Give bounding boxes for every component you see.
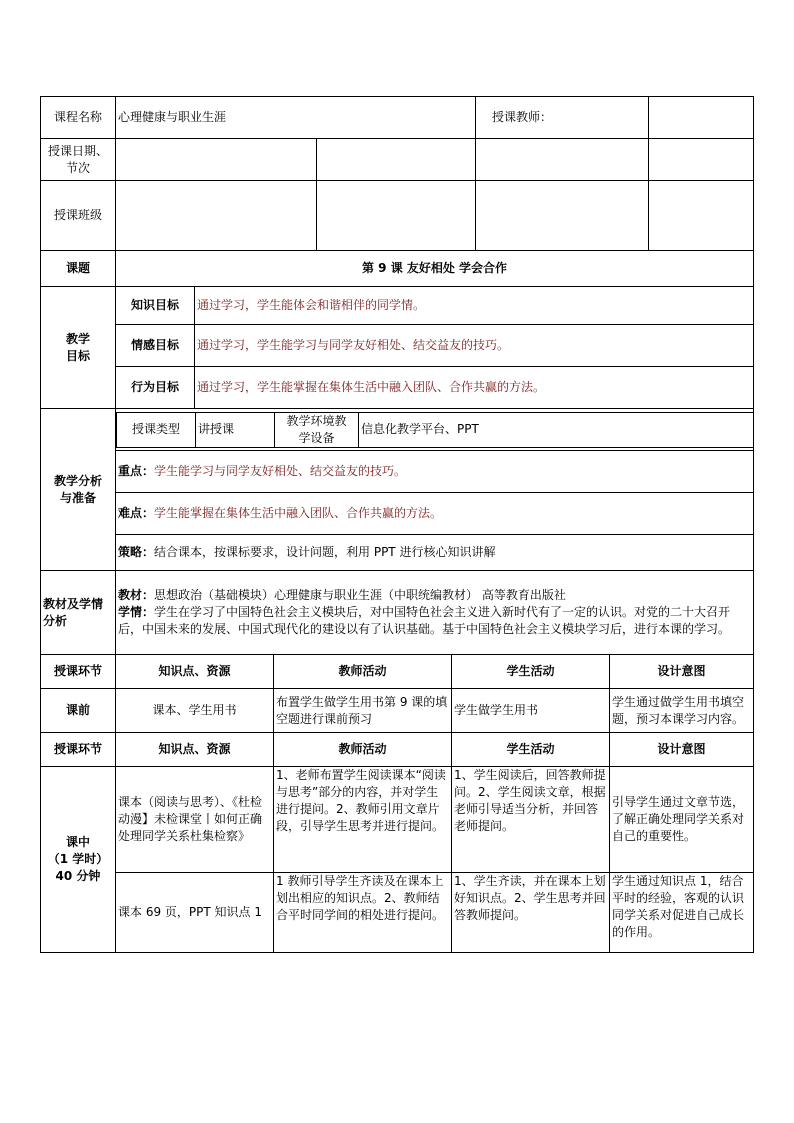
in-class-minutes: 40 分钟 — [55, 869, 101, 883]
students-value: 学生在学习了中国特色社会主义模块后，对中国特色社会主义进入新时代有了一定的认识。对党的二十大召开后，中国未来的发展、中国式现代化的建设以有了认识基础。基于中国特色社会主义模块学习后，进行本课的学习。 — [118, 605, 731, 636]
in-class-hours: （1 学时） — [47, 852, 109, 866]
goal-text-emotion — [195, 325, 754, 367]
lesson-plan-table — [40, 96, 754, 953]
date-cell-4 — [649, 139, 754, 181]
type-value-cell — [196, 412, 275, 447]
textbook-label: 教材： — [118, 588, 155, 602]
strategy-label: 策略： — [118, 545, 155, 559]
env-label-cell — [275, 412, 359, 447]
header-text: 设计意图 — [657, 742, 706, 756]
class-label-cell — [41, 181, 116, 251]
in-class-teacher-2 — [274, 873, 452, 953]
goal-label-text: 知识目标 — [130, 298, 179, 312]
date-label-cell — [41, 139, 116, 181]
pre-stage: 课前 — [65, 703, 90, 717]
lesson-title-cell — [116, 251, 754, 287]
difficulty-cell — [116, 493, 754, 535]
header-student-2 — [452, 733, 610, 767]
type-label-cell — [117, 412, 196, 447]
materials-cell — [116, 571, 754, 655]
date-cell-1 — [116, 139, 317, 181]
resource-text: 课本（阅读与思考）、《杜检动漫】未检课堂丨如何正确处理同学关系杜集检察》 — [118, 795, 263, 843]
materials-label: 教材及学情分析 — [43, 596, 104, 628]
header-text: 教师活动 — [338, 742, 387, 756]
in-class-teacher-1 — [274, 767, 452, 873]
header-teacher-2 — [274, 733, 452, 767]
header-intent-2 — [610, 733, 754, 767]
pre-stage-cell — [41, 689, 116, 733]
student-text: 1、学生齐读，并在课本上划好知识点。2、学生思考并回答教师提问。 — [454, 874, 606, 922]
date-cell-2 — [317, 139, 476, 181]
pre-teacher: 布置学生做学生用书第 9 课的填空题进行课前预习 — [276, 694, 448, 726]
in-class-student-1 — [452, 767, 610, 873]
goals-label-cell — [41, 287, 116, 409]
lesson-title: 第 9 课 友好相处 学会合作 — [362, 261, 508, 275]
in-class-intent-1 — [610, 767, 754, 873]
pre-resource-cell — [116, 689, 274, 733]
teacher-text: 1 教师引导学生齐读及在课本上划出相应的知识点。2、教师结合平时同学间的相处进行提问。 — [276, 874, 445, 922]
course-label: 课程名称 — [53, 110, 102, 124]
in-class-resource-1 — [116, 767, 274, 873]
date-cell-3 — [476, 139, 649, 181]
header-text: 教师活动 — [338, 664, 387, 678]
pre-resource: 课本、学生用书 — [152, 703, 237, 717]
teacher-text: 1、老师布置学生阅读课本“阅读与思考”部分的内容，并对学生进行提问。2、教师引用文章片段，引导学生思考并进行提问。 — [276, 768, 446, 833]
goal-text-knowledge — [195, 287, 754, 325]
pre-student-cell — [452, 689, 610, 733]
key-text: 学生能学习与同学友好相处、结交益友的技巧。 — [154, 464, 407, 478]
class-label: 授课班级 — [53, 208, 102, 222]
header-text: 学生活动 — [506, 742, 555, 756]
topic-label: 课题 — [65, 261, 90, 275]
header-teacher — [274, 655, 452, 689]
strategy-text: 结合课本，按课标要求，设计问题，利用 PPT 进行核心知识讲解 — [154, 545, 496, 559]
teacher-value-cell — [649, 97, 754, 139]
course-name: 心理健康与职业生涯 — [118, 110, 227, 124]
header-resource — [116, 655, 274, 689]
pre-teacher-cell — [274, 689, 452, 733]
header-stage-2 — [41, 733, 116, 767]
header-text: 设计意图 — [657, 664, 706, 678]
in-class-stage-cell — [41, 767, 116, 953]
goal-text: 通过学习，学生能掌握在集体生活中融入团队、合作共赢的方法。 — [197, 380, 546, 394]
teacher-label-cell — [476, 97, 649, 139]
goal-label-text: 情感目标 — [130, 338, 179, 352]
date-label: 授课日期、节次 — [47, 143, 108, 175]
course-name-cell — [116, 97, 476, 139]
class-cell-1 — [116, 181, 317, 251]
in-class-stage: 课中 — [65, 835, 90, 849]
pre-intent-cell — [610, 689, 754, 733]
strategy-cell — [116, 535, 754, 571]
materials-label-cell — [41, 571, 116, 655]
analysis-inner-table — [116, 412, 753, 448]
key-label: 重点： — [118, 464, 155, 478]
resource-text: 课本 69 页，PPT 知识点 1 — [118, 905, 262, 919]
in-class-intent-2 — [610, 873, 754, 953]
header-text: 知识点、资源 — [158, 664, 231, 678]
header-resource-2 — [116, 733, 274, 767]
header-text: 知识点、资源 — [158, 742, 231, 756]
env-value-cell — [359, 412, 754, 447]
students-label: 学情： — [118, 605, 155, 619]
goals-label: 教学目标 — [65, 331, 90, 363]
header-intent — [610, 655, 754, 689]
goal-text: 通过学习，学生能体会和谐相伴的同学情。 — [197, 298, 426, 312]
topic-label-cell — [41, 251, 116, 287]
type-value: 讲授课 — [198, 422, 235, 436]
class-cell-3 — [476, 181, 649, 251]
course-label-cell — [41, 97, 116, 139]
teacher-label: 授课教师： — [492, 110, 553, 124]
analysis-label-cell — [41, 409, 116, 571]
class-cell-4 — [649, 181, 754, 251]
goal-label-emotion — [116, 325, 195, 367]
goal-label-behavior — [116, 367, 195, 409]
goal-label-text: 行为目标 — [130, 380, 179, 394]
in-class-resource-2 — [116, 873, 274, 953]
difficulty-text: 学生能掌握在集体生活中融入团队、合作共赢的方法。 — [154, 506, 443, 520]
goal-label-knowledge — [116, 287, 195, 325]
key-point-cell — [116, 451, 754, 493]
class-cell-2 — [317, 181, 476, 251]
header-text: 学生活动 — [506, 664, 555, 678]
pre-intent: 学生通过做学生用书填空题，预习本课学习内容。 — [612, 694, 745, 726]
header-student — [452, 655, 610, 689]
pre-student: 学生做学生用书 — [454, 703, 539, 717]
env-value: 信息化教学平台、PPT — [361, 422, 479, 436]
header-text: 授课环节 — [53, 664, 102, 678]
student-text: 1、学生阅读后，回答教师提问。2、学生阅读文章，根据老师引导适当分析，并回答老师提问。 — [454, 768, 606, 833]
analysis-type-row — [116, 409, 754, 451]
analysis-label: 教学分析与准备 — [53, 473, 102, 505]
in-class-student-2 — [452, 873, 610, 953]
goal-text: 通过学习，学生能学习与同学友好相处、结交益友的技巧。 — [197, 338, 510, 352]
header-stage — [41, 655, 116, 689]
type-label: 授课类型 — [131, 422, 180, 436]
header-text: 授课环节 — [53, 742, 102, 756]
env-label: 教学环境教学设备 — [286, 413, 347, 445]
intent-text: 引导学生通过文章节选，了解正确处理同学关系对自己的重要性。 — [612, 795, 745, 843]
intent-text: 学生通过知识点 1，结合平时的经验，客观的认识同学关系对促进自己成长的作用。 — [612, 874, 745, 939]
difficulty-label: 难点： — [118, 506, 155, 520]
goal-text-behavior — [195, 367, 754, 409]
textbook-value: 思想政治（基础模块）心理健康与职业生涯（中职统编教材） 高等教育出版社 — [154, 588, 566, 602]
